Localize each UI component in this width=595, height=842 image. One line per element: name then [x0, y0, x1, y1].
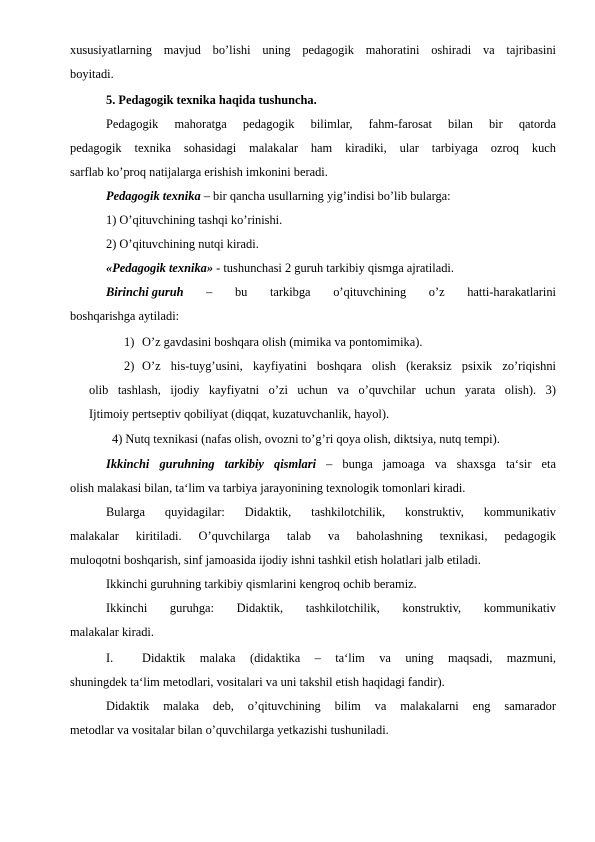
definition-line	[106, 457, 556, 471]
list-item: 1) O’qituvchining tashqi ko’rinishi.	[106, 213, 283, 227]
paragraph-line: Bularga quyidagilar: Didaktik, tashkilotchilik, konstruktiv, kommunikativ	[106, 505, 556, 519]
definition-line	[106, 285, 556, 299]
paragraph-line: boshqarishga aytiladi:	[70, 309, 180, 323]
word: hatti-harakatlarini	[467, 285, 556, 299]
list-item: 4) Nutq texnikasi (nafas olish, ovozni to’g’ri qoya olish, diktsiya, nutq tempi).	[112, 432, 500, 446]
term-birinchi-guruh: Birinchi guruh	[106, 285, 184, 299]
word: bu	[234, 285, 248, 299]
word: –	[206, 285, 213, 299]
list-item: O’z his-tuyg’usini, kayfiyatini boshqara olish (keraksiz psixik zo’riqishni	[142, 359, 556, 373]
paragraph-line: Didaktik malaka deb, o’qituvchining bilim va malakalarni eng samarador	[106, 699, 556, 713]
list-number: 1)	[124, 335, 135, 349]
paragraph-line: muloqotni boshqarish, sinf jamoasida ijodiy ishni tashkil etish holatlari jalb etiladi.	[70, 553, 481, 567]
paragraph-line: malakalar kiritiladi. O’quvchilarga talab va baholashning texnikasi, pedagogik	[70, 529, 556, 543]
paragraph-line: metodlar va vositalar bilan o’quvchilarga yetkazishi tushuniladi.	[70, 723, 389, 737]
paragraph-line: Ikkinchi guruhga: Didaktik, tashkilotchilik, konstruktiv, kommunikativ	[106, 601, 556, 615]
list-item: 2) O’qituvchining nutqi kiradi.	[106, 237, 259, 251]
section-heading: 5. Pedagogik texnika haqida tushuncha.	[106, 93, 317, 107]
paragraph-line: pedagogik texnika sohasidagi malakalar ham kiradiki, ular tarbiyaga ozroq kuch	[70, 141, 556, 155]
definition-text: – bir qancha usullarning yig’indisi bo’lib bularga:	[200, 189, 451, 203]
paragraph-line: shuningdek ta‘lim metodlari, vositalari va uni takshil etish haqidagi fandir).	[70, 675, 445, 689]
paragraph-line: boyitadi.	[70, 67, 114, 81]
paragraph-line: olish malakasi bilan, ta‘lim va tarbiya jarayonining texnologik tomonlari kiradi.	[70, 481, 466, 495]
word: o’z	[428, 285, 445, 299]
word: tarkibga	[269, 285, 311, 299]
term-quoted: «Pedagogik texnika»	[106, 261, 214, 275]
definition-line	[106, 261, 592, 275]
paragraph-line: xususiyatlarning mavjud bo’lishi uning pedagogik mahoratini oshiradi va tajribasini	[70, 43, 556, 57]
list-item: Didaktik malaka (didaktika – ta‘lim va uning maqsadi, mazmuni,	[142, 651, 556, 665]
paragraph-line: Pedagogik mahoratga pedagogik bilimlar, fahm-farosat bilan bir qatorda	[106, 117, 556, 131]
paragraph-line: Ikkinchi guruhning tarkibiy qismlarini kengroq ochib beramiz.	[106, 577, 417, 591]
word: o’qituvchining	[333, 285, 407, 299]
term-ikkinchi-guruh: Ikkinchi guruhning tarkibiy qismlari	[106, 457, 317, 471]
paragraph-line: sarflab ko’proq natijalarga erishish imkonini beradi.	[70, 165, 328, 179]
definition-text: - tushunchasi 2 guruh tarkibiy qismga ajratiladi.	[213, 261, 454, 275]
term-pedagogik-texnika: Pedagogik texnika	[106, 189, 201, 203]
list-item: Ijtimoiy pertseptiv qobiliyat (diqqat, kuzatuvchanlik, hayol).	[89, 407, 390, 421]
list-number: 2)	[124, 359, 135, 373]
list-number: I.	[106, 651, 114, 665]
list-item: olib tashlash, ijodiy kayfiyatni o’zi uchun va o’quvchilar uchun yarata olish). 3)	[89, 383, 556, 397]
definition-text: – bunga jamoaga va shaxsga ta‘sir eta	[316, 457, 556, 471]
paragraph-line: malakalar kiradi.	[70, 625, 154, 639]
list-item: O’z gavdasini boshqara olish (mimika va pontomimika).	[142, 335, 423, 349]
definition-line	[106, 189, 592, 203]
